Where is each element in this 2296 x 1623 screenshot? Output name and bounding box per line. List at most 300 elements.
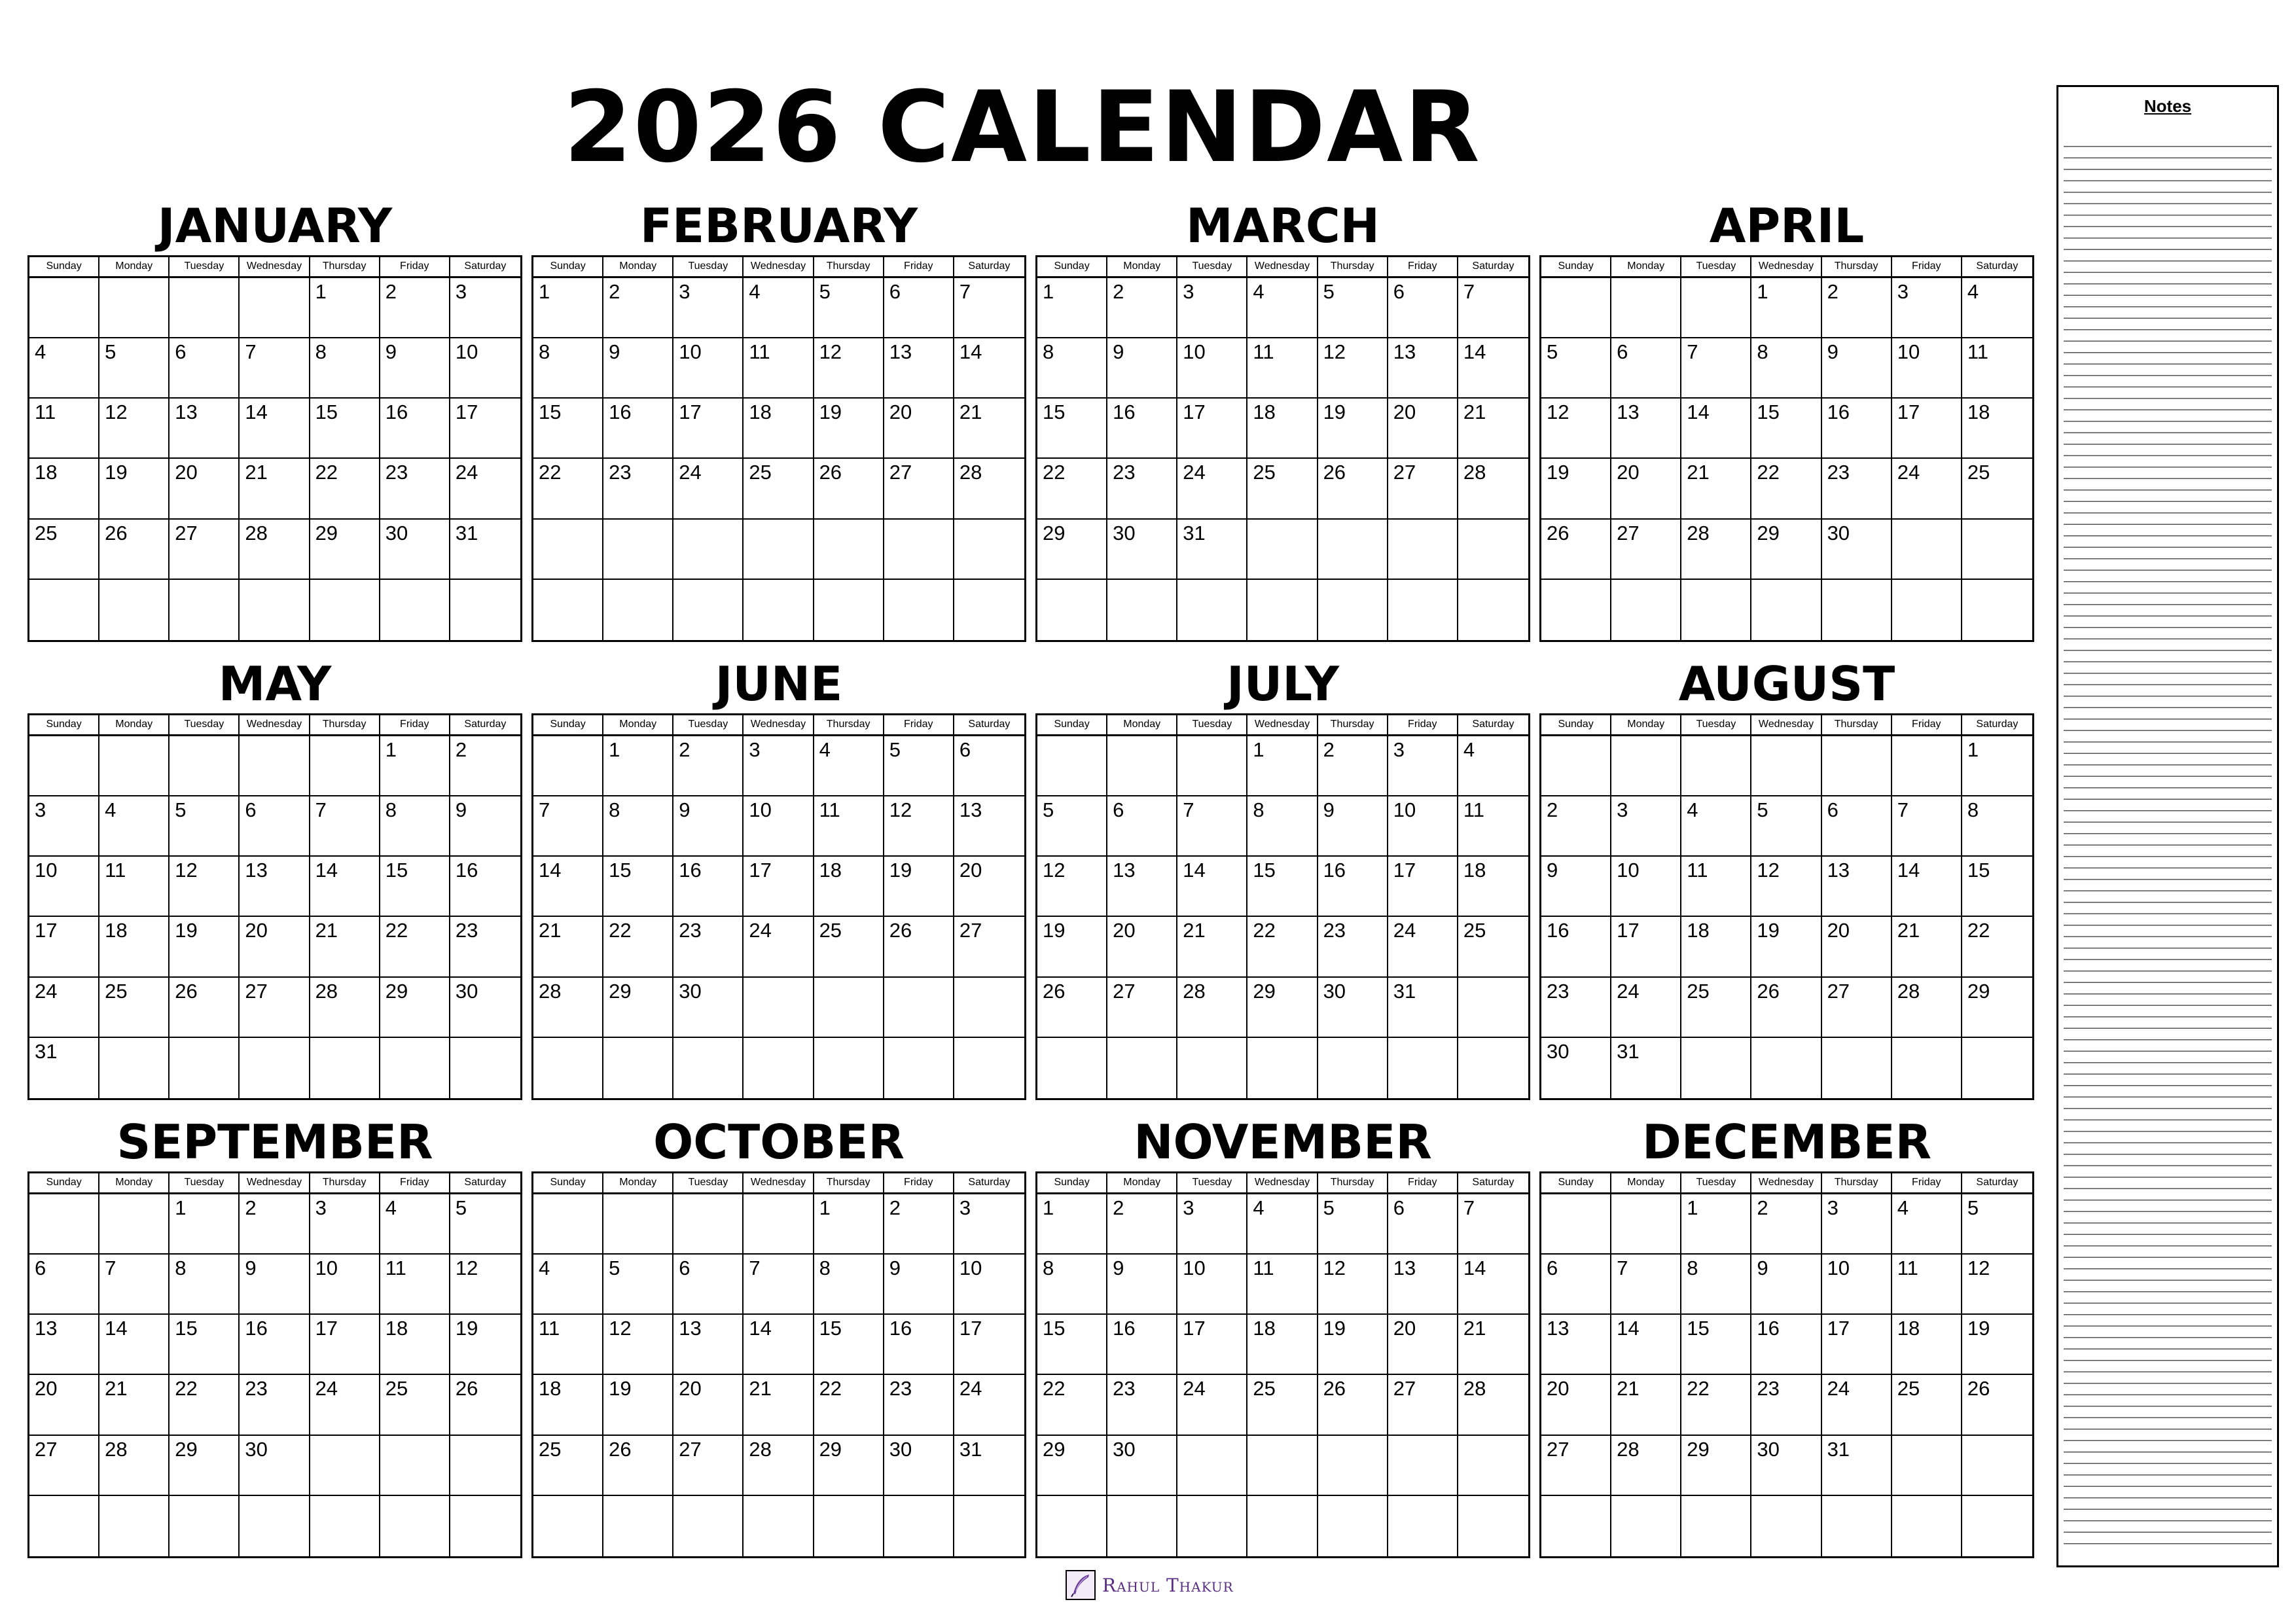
day-cell[interactable]: 9 (450, 796, 520, 857)
day-cell[interactable]: 4 (1681, 796, 1751, 857)
day-cell[interactable] (1892, 1496, 1962, 1556)
day-cell[interactable]: 11 (1247, 338, 1318, 399)
day-cell[interactable]: 8 (814, 1255, 884, 1315)
day-cell[interactable]: 12 (1541, 399, 1611, 459)
day-cell[interactable]: 25 (1962, 459, 2032, 519)
day-cell[interactable]: 27 (884, 459, 954, 519)
day-cell[interactable]: 3 (1892, 278, 1962, 338)
day-cell[interactable]: 30 (380, 520, 450, 580)
day-cell[interactable]: 16 (380, 399, 450, 459)
day-cell[interactable] (170, 736, 240, 796)
day-cell[interactable]: 28 (533, 978, 603, 1038)
day-cell[interactable] (1458, 520, 1528, 580)
day-cell[interactable]: 19 (603, 1375, 673, 1435)
day-cell[interactable]: 14 (1892, 857, 1962, 917)
day-cell[interactable]: 5 (1751, 796, 1821, 857)
day-cell[interactable]: 28 (1177, 978, 1247, 1038)
day-cell[interactable] (603, 1194, 673, 1255)
day-cell[interactable]: 21 (1681, 459, 1751, 519)
day-cell[interactable]: 18 (1247, 399, 1318, 459)
day-cell[interactable]: 26 (884, 917, 954, 977)
day-cell[interactable] (533, 1038, 603, 1098)
day-cell[interactable]: 8 (603, 796, 673, 857)
day-cell[interactable]: 2 (1822, 278, 1892, 338)
day-cell[interactable]: 2 (1107, 1194, 1177, 1255)
day-cell[interactable] (1681, 1038, 1751, 1098)
day-cell[interactable] (1037, 580, 1107, 640)
day-cell[interactable]: 30 (884, 1436, 954, 1496)
day-cell[interactable]: 7 (744, 1255, 814, 1315)
day-cell[interactable] (1962, 520, 2032, 580)
day-cell[interactable] (1611, 1496, 1681, 1556)
day-cell[interactable]: 6 (954, 736, 1024, 796)
day-cell[interactable]: 20 (1388, 399, 1458, 459)
day-cell[interactable]: 4 (533, 1255, 603, 1315)
day-cell[interactable] (240, 1038, 310, 1098)
day-cell[interactable]: 1 (1037, 278, 1107, 338)
day-cell[interactable]: 27 (1822, 978, 1892, 1038)
day-cell[interactable]: 11 (1892, 1255, 1962, 1315)
day-cell[interactable] (29, 1496, 99, 1556)
day-cell[interactable]: 12 (1962, 1255, 2032, 1315)
day-cell[interactable]: 19 (1318, 399, 1388, 459)
day-cell[interactable]: 3 (1177, 278, 1247, 338)
day-cell[interactable]: 14 (1611, 1315, 1681, 1375)
day-cell[interactable]: 29 (1681, 1436, 1751, 1496)
day-cell[interactable]: 25 (1681, 978, 1751, 1038)
day-cell[interactable]: 23 (884, 1375, 954, 1435)
day-cell[interactable]: 12 (1037, 857, 1107, 917)
day-cell[interactable]: 2 (1107, 278, 1177, 338)
day-cell[interactable]: 24 (1892, 459, 1962, 519)
day-cell[interactable]: 27 (1388, 1375, 1458, 1435)
day-cell[interactable]: 1 (1962, 736, 2032, 796)
day-cell[interactable]: 29 (310, 520, 380, 580)
day-cell[interactable]: 10 (1388, 796, 1458, 857)
day-cell[interactable]: 22 (1751, 459, 1821, 519)
day-cell[interactable]: 28 (240, 520, 310, 580)
day-cell[interactable] (954, 978, 1024, 1038)
day-cell[interactable]: 1 (170, 1194, 240, 1255)
day-cell[interactable] (1318, 1496, 1388, 1556)
day-cell[interactable]: 24 (744, 917, 814, 977)
day-cell[interactable]: 23 (1541, 978, 1611, 1038)
day-cell[interactable]: 4 (29, 338, 99, 399)
day-cell[interactable]: 7 (99, 1255, 170, 1315)
day-cell[interactable]: 25 (814, 917, 884, 977)
day-cell[interactable] (1751, 1496, 1821, 1556)
day-cell[interactable]: 7 (240, 338, 310, 399)
day-cell[interactable]: 11 (1681, 857, 1751, 917)
day-cell[interactable]: 6 (1107, 796, 1177, 857)
day-cell[interactable]: 31 (1822, 1436, 1892, 1496)
day-cell[interactable]: 11 (380, 1255, 450, 1315)
day-cell[interactable] (99, 736, 170, 796)
day-cell[interactable]: 23 (450, 917, 520, 977)
day-cell[interactable] (1541, 1496, 1611, 1556)
day-cell[interactable] (884, 1038, 954, 1098)
day-cell[interactable]: 14 (954, 338, 1024, 399)
day-cell[interactable]: 16 (603, 399, 673, 459)
day-cell[interactable] (1458, 580, 1528, 640)
day-cell[interactable]: 3 (673, 278, 744, 338)
day-cell[interactable] (1107, 736, 1177, 796)
day-cell[interactable]: 4 (1458, 736, 1528, 796)
day-cell[interactable]: 4 (1892, 1194, 1962, 1255)
day-cell[interactable]: 1 (1681, 1194, 1751, 1255)
day-cell[interactable]: 9 (673, 796, 744, 857)
day-cell[interactable] (99, 1038, 170, 1098)
day-cell[interactable] (1611, 580, 1681, 640)
day-cell[interactable]: 11 (533, 1315, 603, 1375)
day-cell[interactable]: 10 (450, 338, 520, 399)
day-cell[interactable]: 7 (1177, 796, 1247, 857)
day-cell[interactable]: 23 (603, 459, 673, 519)
day-cell[interactable] (1247, 580, 1318, 640)
day-cell[interactable]: 24 (1177, 1375, 1247, 1435)
day-cell[interactable]: 1 (603, 736, 673, 796)
day-cell[interactable] (1037, 1496, 1107, 1556)
day-cell[interactable] (1107, 1496, 1177, 1556)
day-cell[interactable]: 1 (1037, 1194, 1107, 1255)
day-cell[interactable] (170, 278, 240, 338)
day-cell[interactable] (1177, 1038, 1247, 1098)
day-cell[interactable]: 24 (1388, 917, 1458, 977)
day-cell[interactable] (1962, 1496, 2032, 1556)
day-cell[interactable]: 22 (1962, 917, 2032, 977)
day-cell[interactable]: 10 (310, 1255, 380, 1315)
day-cell[interactable] (1177, 1436, 1247, 1496)
day-cell[interactable]: 22 (814, 1375, 884, 1435)
day-cell[interactable]: 5 (99, 338, 170, 399)
day-cell[interactable]: 15 (1247, 857, 1318, 917)
day-cell[interactable]: 25 (99, 978, 170, 1038)
day-cell[interactable]: 22 (1247, 917, 1318, 977)
day-cell[interactable]: 13 (1611, 399, 1681, 459)
day-cell[interactable]: 19 (1751, 917, 1821, 977)
day-cell[interactable] (1107, 580, 1177, 640)
day-cell[interactable] (1611, 1194, 1681, 1255)
day-cell[interactable] (1892, 520, 1962, 580)
day-cell[interactable]: 17 (1611, 917, 1681, 977)
day-cell[interactable]: 9 (1751, 1255, 1821, 1315)
day-cell[interactable]: 4 (1962, 278, 2032, 338)
day-cell[interactable] (603, 1496, 673, 1556)
day-cell[interactable]: 6 (29, 1255, 99, 1315)
day-cell[interactable] (1541, 278, 1611, 338)
day-cell[interactable] (744, 1038, 814, 1098)
day-cell[interactable]: 5 (1318, 1194, 1388, 1255)
day-cell[interactable]: 10 (1892, 338, 1962, 399)
day-cell[interactable] (1388, 1496, 1458, 1556)
day-cell[interactable]: 11 (1962, 338, 2032, 399)
day-cell[interactable] (380, 1038, 450, 1098)
day-cell[interactable]: 23 (1107, 459, 1177, 519)
day-cell[interactable] (170, 1038, 240, 1098)
day-cell[interactable] (1541, 1194, 1611, 1255)
day-cell[interactable]: 23 (380, 459, 450, 519)
day-cell[interactable] (1892, 580, 1962, 640)
day-cell[interactable]: 4 (1247, 278, 1318, 338)
day-cell[interactable]: 5 (450, 1194, 520, 1255)
day-cell[interactable] (1388, 580, 1458, 640)
day-cell[interactable] (744, 520, 814, 580)
day-cell[interactable] (1247, 1436, 1318, 1496)
day-cell[interactable] (310, 736, 380, 796)
day-cell[interactable]: 25 (29, 520, 99, 580)
day-cell[interactable]: 19 (99, 459, 170, 519)
day-cell[interactable]: 11 (814, 796, 884, 857)
day-cell[interactable]: 30 (240, 1436, 310, 1496)
day-cell[interactable]: 28 (744, 1436, 814, 1496)
day-cell[interactable]: 6 (673, 1255, 744, 1315)
day-cell[interactable] (1318, 1038, 1388, 1098)
day-cell[interactable]: 15 (310, 399, 380, 459)
day-cell[interactable]: 13 (954, 796, 1024, 857)
day-cell[interactable]: 8 (170, 1255, 240, 1315)
day-cell[interactable]: 10 (954, 1255, 1024, 1315)
day-cell[interactable] (380, 580, 450, 640)
day-cell[interactable]: 16 (1107, 399, 1177, 459)
day-cell[interactable]: 12 (1751, 857, 1821, 917)
day-cell[interactable] (310, 580, 380, 640)
day-cell[interactable]: 2 (884, 1194, 954, 1255)
day-cell[interactable]: 29 (1751, 520, 1821, 580)
day-cell[interactable]: 13 (673, 1315, 744, 1375)
day-cell[interactable] (673, 520, 744, 580)
day-cell[interactable]: 28 (1892, 978, 1962, 1038)
day-cell[interactable] (1318, 520, 1388, 580)
day-cell[interactable]: 13 (170, 399, 240, 459)
day-cell[interactable]: 21 (310, 917, 380, 977)
day-cell[interactable]: 24 (1822, 1375, 1892, 1435)
day-cell[interactable]: 11 (1247, 1255, 1318, 1315)
day-cell[interactable]: 28 (310, 978, 380, 1038)
day-cell[interactable]: 24 (1611, 978, 1681, 1038)
day-cell[interactable]: 25 (1247, 459, 1318, 519)
day-cell[interactable] (310, 1436, 380, 1496)
day-cell[interactable]: 22 (1681, 1375, 1751, 1435)
day-cell[interactable] (884, 1496, 954, 1556)
day-cell[interactable] (673, 1038, 744, 1098)
day-cell[interactable]: 22 (1037, 459, 1107, 519)
day-cell[interactable]: 18 (99, 917, 170, 977)
day-cell[interactable] (1037, 1038, 1107, 1098)
day-cell[interactable]: 26 (814, 459, 884, 519)
day-cell[interactable] (533, 580, 603, 640)
day-cell[interactable]: 30 (1822, 520, 1892, 580)
day-cell[interactable]: 24 (29, 978, 99, 1038)
day-cell[interactable] (884, 978, 954, 1038)
day-cell[interactable] (1822, 1496, 1892, 1556)
day-cell[interactable]: 17 (744, 857, 814, 917)
day-cell[interactable]: 20 (1388, 1315, 1458, 1375)
day-cell[interactable]: 20 (1611, 459, 1681, 519)
day-cell[interactable]: 2 (1751, 1194, 1821, 1255)
day-cell[interactable]: 17 (1892, 399, 1962, 459)
day-cell[interactable]: 18 (1962, 399, 2032, 459)
day-cell[interactable]: 14 (744, 1315, 814, 1375)
day-cell[interactable]: 14 (1681, 399, 1751, 459)
day-cell[interactable]: 6 (1611, 338, 1681, 399)
day-cell[interactable] (450, 580, 520, 640)
day-cell[interactable]: 17 (1177, 399, 1247, 459)
day-cell[interactable]: 22 (1037, 1375, 1107, 1435)
day-cell[interactable] (884, 580, 954, 640)
day-cell[interactable]: 17 (954, 1315, 1024, 1375)
day-cell[interactable]: 7 (1892, 796, 1962, 857)
day-cell[interactable]: 26 (1318, 459, 1388, 519)
day-cell[interactable] (1388, 1038, 1458, 1098)
day-cell[interactable]: 17 (29, 917, 99, 977)
day-cell[interactable]: 3 (1822, 1194, 1892, 1255)
day-cell[interactable]: 23 (240, 1375, 310, 1435)
day-cell[interactable]: 4 (380, 1194, 450, 1255)
day-cell[interactable]: 21 (533, 917, 603, 977)
day-cell[interactable]: 14 (240, 399, 310, 459)
day-cell[interactable]: 2 (240, 1194, 310, 1255)
day-cell[interactable] (1751, 736, 1821, 796)
day-cell[interactable]: 7 (954, 278, 1024, 338)
day-cell[interactable] (1541, 580, 1611, 640)
day-cell[interactable]: 14 (1458, 1255, 1528, 1315)
day-cell[interactable]: 15 (1681, 1315, 1751, 1375)
day-cell[interactable]: 10 (1177, 338, 1247, 399)
day-cell[interactable] (1107, 1038, 1177, 1098)
day-cell[interactable]: 5 (170, 796, 240, 857)
day-cell[interactable]: 20 (170, 459, 240, 519)
day-cell[interactable] (1751, 580, 1821, 640)
day-cell[interactable] (1247, 520, 1318, 580)
day-cell[interactable] (603, 1038, 673, 1098)
day-cell[interactable]: 12 (814, 338, 884, 399)
day-cell[interactable] (1681, 1496, 1751, 1556)
day-cell[interactable] (1388, 520, 1458, 580)
day-cell[interactable] (1962, 580, 2032, 640)
day-cell[interactable] (1822, 1038, 1892, 1098)
day-cell[interactable]: 31 (1611, 1038, 1681, 1098)
day-cell[interactable]: 25 (1892, 1375, 1962, 1435)
day-cell[interactable]: 30 (1541, 1038, 1611, 1098)
day-cell[interactable]: 10 (1177, 1255, 1247, 1315)
day-cell[interactable]: 1 (1247, 736, 1318, 796)
day-cell[interactable]: 16 (1318, 857, 1388, 917)
day-cell[interactable]: 2 (1541, 796, 1611, 857)
day-cell[interactable]: 27 (240, 978, 310, 1038)
day-cell[interactable]: 27 (954, 917, 1024, 977)
day-cell[interactable]: 15 (380, 857, 450, 917)
day-cell[interactable]: 22 (603, 917, 673, 977)
day-cell[interactable]: 20 (954, 857, 1024, 917)
day-cell[interactable]: 8 (1247, 796, 1318, 857)
day-cell[interactable] (1892, 1038, 1962, 1098)
day-cell[interactable]: 8 (380, 796, 450, 857)
day-cell[interactable] (814, 580, 884, 640)
day-cell[interactable]: 15 (1037, 399, 1107, 459)
day-cell[interactable] (1177, 736, 1247, 796)
day-cell[interactable] (99, 1496, 170, 1556)
day-cell[interactable]: 10 (29, 857, 99, 917)
day-cell[interactable]: 7 (1681, 338, 1751, 399)
day-cell[interactable]: 15 (1962, 857, 2032, 917)
day-cell[interactable]: 16 (1822, 399, 1892, 459)
day-cell[interactable]: 5 (884, 736, 954, 796)
day-cell[interactable]: 2 (1318, 736, 1388, 796)
day-cell[interactable] (814, 978, 884, 1038)
day-cell[interactable]: 21 (1892, 917, 1962, 977)
day-cell[interactable]: 6 (1388, 278, 1458, 338)
day-cell[interactable]: 11 (744, 338, 814, 399)
day-cell[interactable] (744, 1194, 814, 1255)
day-cell[interactable] (1177, 580, 1247, 640)
day-cell[interactable]: 30 (450, 978, 520, 1038)
day-cell[interactable]: 20 (1822, 917, 1892, 977)
day-cell[interactable]: 10 (744, 796, 814, 857)
day-cell[interactable]: 3 (450, 278, 520, 338)
day-cell[interactable]: 9 (1107, 338, 1177, 399)
day-cell[interactable] (1247, 1038, 1318, 1098)
day-cell[interactable]: 18 (29, 459, 99, 519)
day-cell[interactable]: 18 (1681, 917, 1751, 977)
day-cell[interactable]: 26 (1541, 520, 1611, 580)
day-cell[interactable]: 31 (450, 520, 520, 580)
day-cell[interactable] (1822, 580, 1892, 640)
day-cell[interactable] (1247, 1496, 1318, 1556)
day-cell[interactable]: 19 (1962, 1315, 2032, 1375)
day-cell[interactable] (814, 1496, 884, 1556)
day-cell[interactable]: 6 (1541, 1255, 1611, 1315)
day-cell[interactable]: 21 (1458, 1315, 1528, 1375)
day-cell[interactable] (450, 1038, 520, 1098)
day-cell[interactable]: 17 (1822, 1315, 1892, 1375)
day-cell[interactable]: 13 (1541, 1315, 1611, 1375)
day-cell[interactable]: 26 (603, 1436, 673, 1496)
day-cell[interactable]: 7 (1611, 1255, 1681, 1315)
day-cell[interactable] (240, 278, 310, 338)
day-cell[interactable]: 29 (380, 978, 450, 1038)
day-cell[interactable]: 26 (1962, 1375, 2032, 1435)
day-cell[interactable] (1681, 736, 1751, 796)
day-cell[interactable]: 29 (814, 1436, 884, 1496)
day-cell[interactable] (1037, 736, 1107, 796)
day-cell[interactable]: 7 (1458, 278, 1528, 338)
day-cell[interactable]: 18 (744, 399, 814, 459)
day-cell[interactable]: 26 (1318, 1375, 1388, 1435)
day-cell[interactable]: 3 (744, 736, 814, 796)
day-cell[interactable]: 27 (1107, 978, 1177, 1038)
day-cell[interactable] (884, 520, 954, 580)
day-cell[interactable]: 25 (1458, 917, 1528, 977)
day-cell[interactable] (240, 1496, 310, 1556)
day-cell[interactable]: 9 (380, 338, 450, 399)
day-cell[interactable]: 28 (1458, 459, 1528, 519)
day-cell[interactable] (603, 520, 673, 580)
day-cell[interactable]: 16 (673, 857, 744, 917)
day-cell[interactable]: 19 (170, 917, 240, 977)
day-cell[interactable] (29, 736, 99, 796)
day-cell[interactable]: 20 (1107, 917, 1177, 977)
day-cell[interactable] (814, 1038, 884, 1098)
day-cell[interactable]: 29 (1247, 978, 1318, 1038)
day-cell[interactable] (673, 1194, 744, 1255)
day-cell[interactable]: 13 (884, 338, 954, 399)
day-cell[interactable]: 5 (603, 1255, 673, 1315)
day-cell[interactable] (533, 736, 603, 796)
day-cell[interactable]: 20 (884, 399, 954, 459)
day-cell[interactable]: 25 (533, 1436, 603, 1496)
day-cell[interactable]: 15 (170, 1315, 240, 1375)
day-cell[interactable]: 22 (533, 459, 603, 519)
